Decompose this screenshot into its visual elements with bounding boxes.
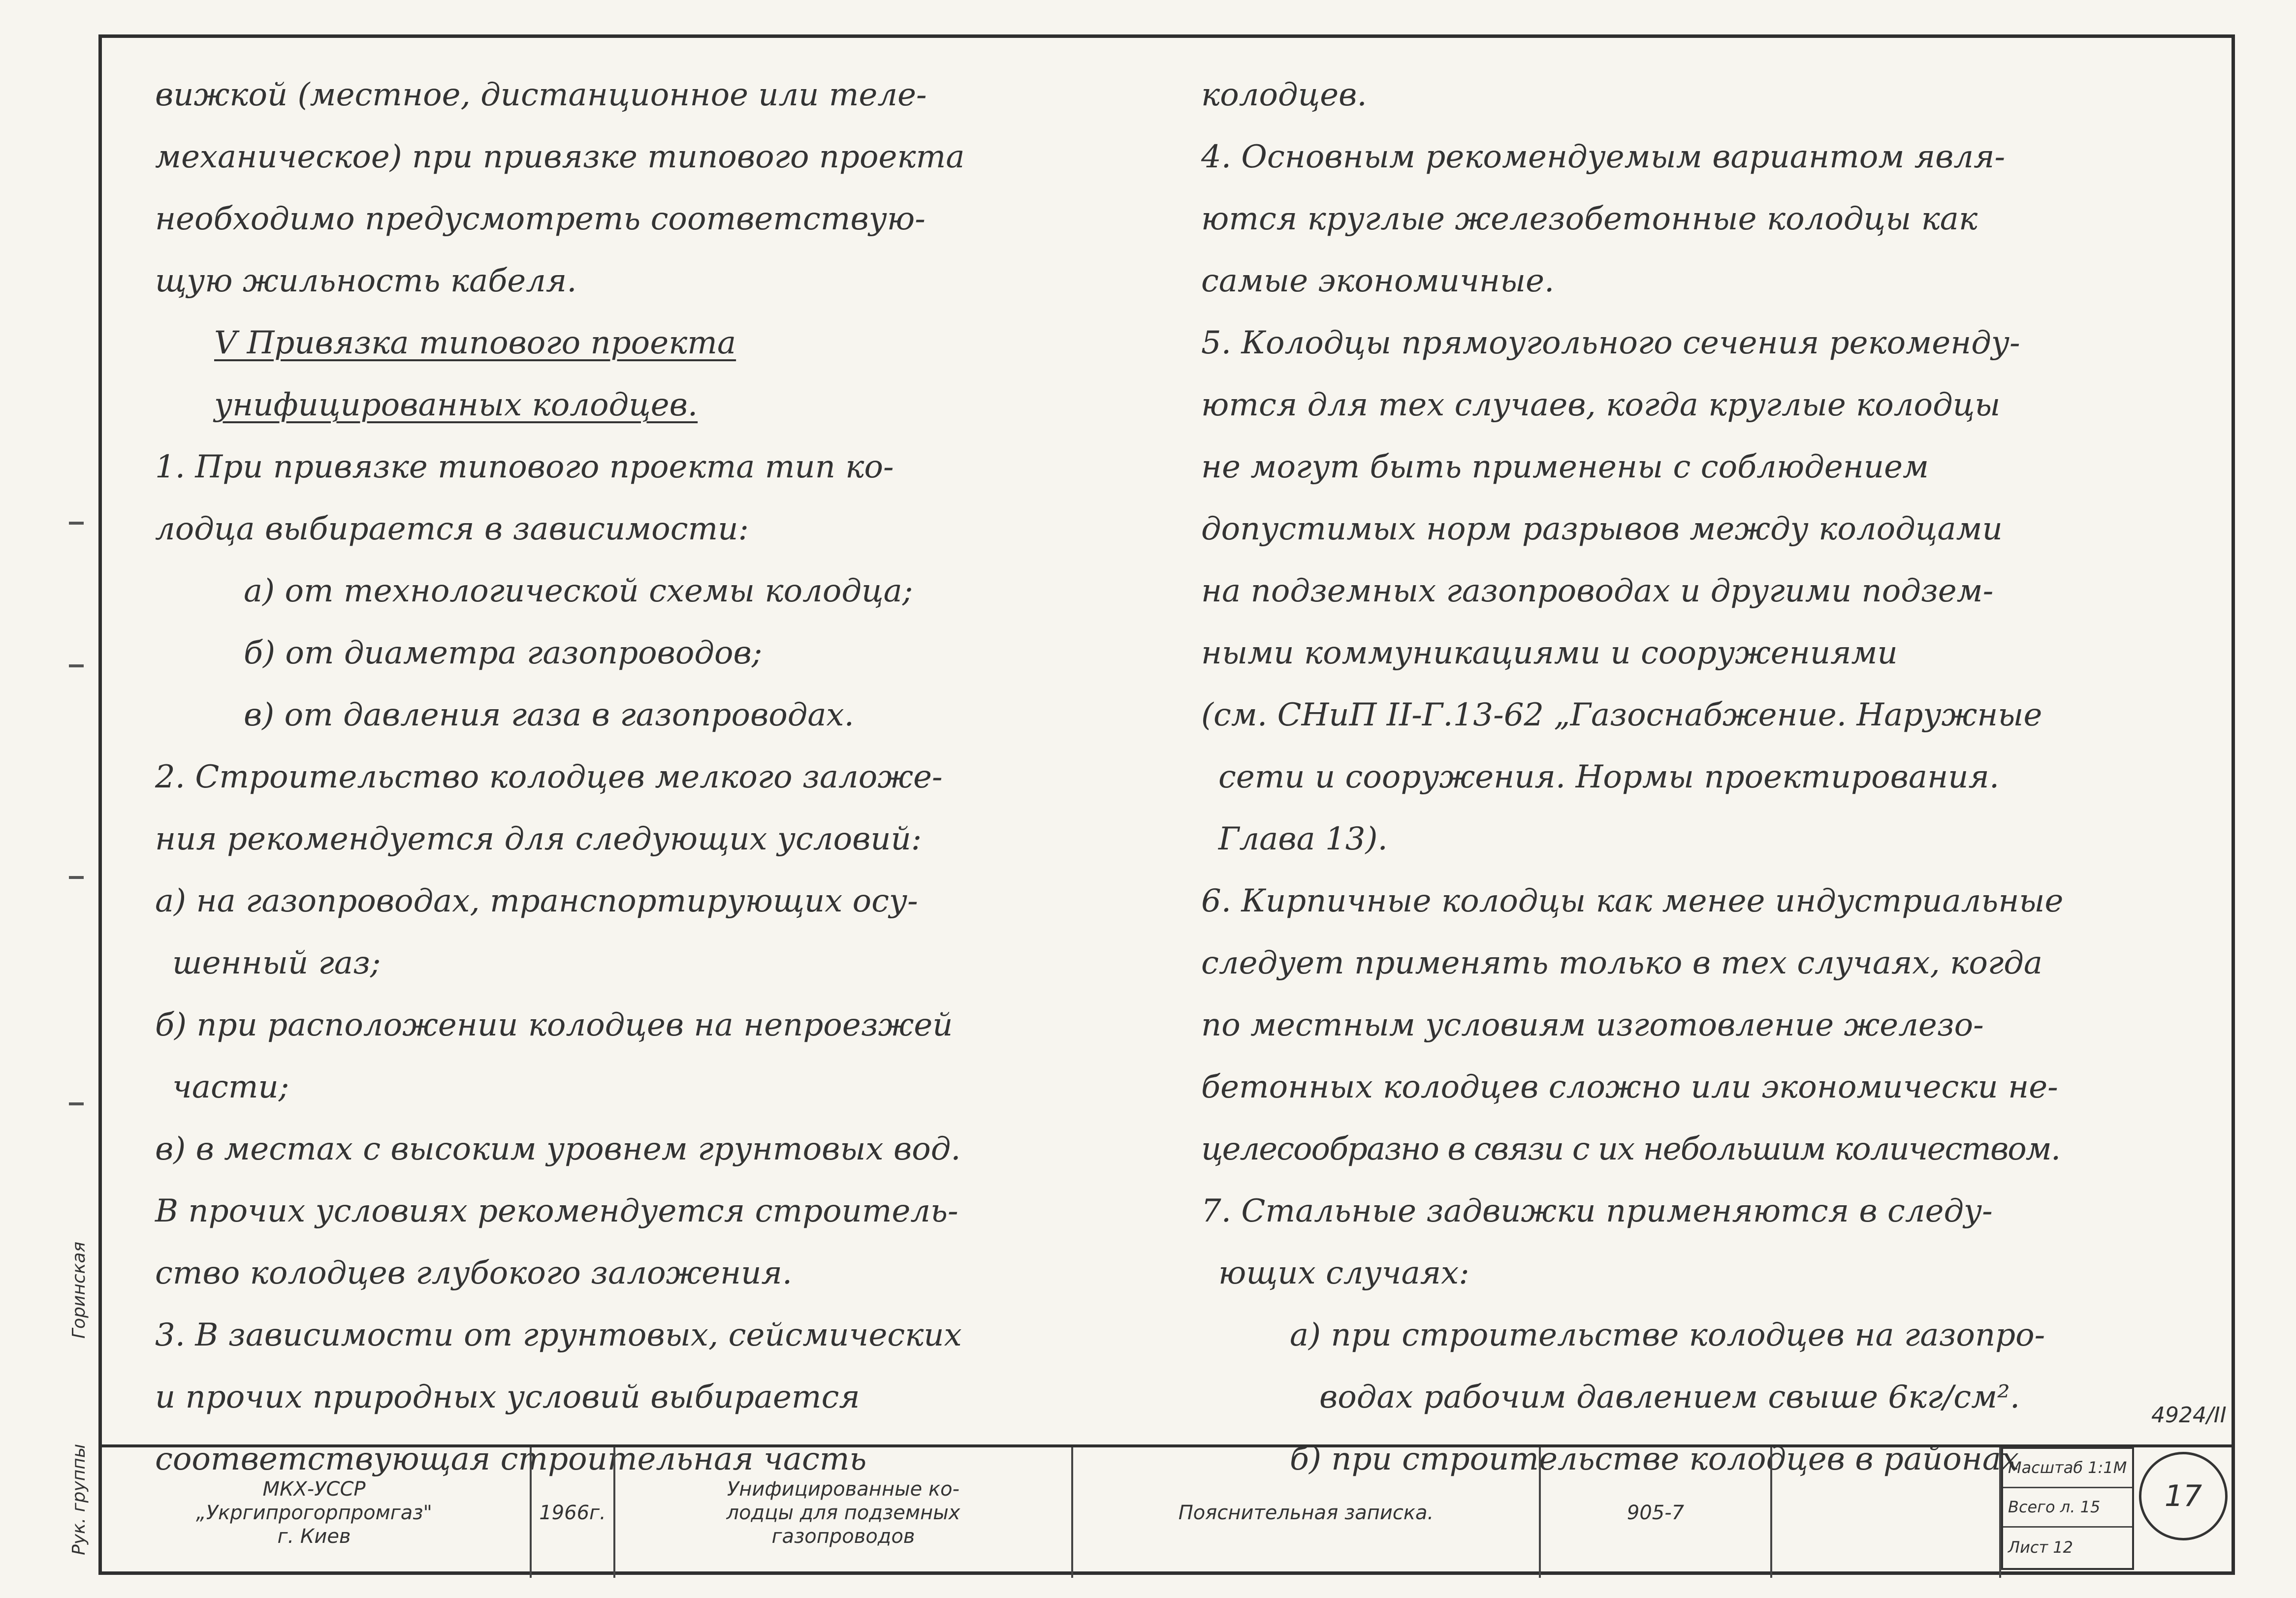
- text-line: 2. Строительство колодцев мелкого заложе-: [155, 759, 943, 795]
- text-line: следует применять только в тех случаях, когда: [1201, 945, 2042, 981]
- text-line: и прочих природных условий выбирается: [155, 1379, 860, 1415]
- text-line: вижкой (местное, дистанционное или теле-: [155, 77, 927, 113]
- side-stamp-name: Горинская: [69, 1241, 89, 1339]
- text-line: ющих случаях:: [1218, 1255, 1469, 1291]
- list-item: б) от диаметра газопроводов;: [244, 635, 763, 671]
- document-name: Пояснительная записка.: [1178, 1501, 1434, 1524]
- text-line: В прочих условиях рекомендуется строитель-: [155, 1193, 958, 1229]
- project-title-line: газопроводов: [771, 1525, 915, 1548]
- margin-tick: [69, 664, 84, 667]
- text-line: 3. В зависимости от грунтовых, сейсмических: [155, 1317, 962, 1353]
- side-stamp: [69, 1043, 98, 1575]
- organization-cell: [98, 1447, 532, 1578]
- text-line: бетонных колодцев сложно или экономически не-: [1201, 1069, 2058, 1105]
- project-title-line: лодцы для подземных: [726, 1501, 960, 1524]
- drawing-number: 4924/II: [2151, 1403, 2227, 1428]
- side-stamp-role: Рук. группы: [69, 1443, 89, 1555]
- document-name-cell: [1073, 1447, 1541, 1578]
- text-line: 4. Основным рекомендуемым вариантом явля-: [1201, 139, 2006, 175]
- text-line: не могут быть применены с соблюдением: [1201, 449, 1929, 485]
- title-block: [98, 1444, 2235, 1578]
- scale-label: Масштаб: [2008, 1458, 2083, 1477]
- text-column-right: [1201, 64, 2215, 1490]
- text-line: колодцев.: [1201, 77, 1367, 113]
- section-heading: унифицированных колодцев.: [214, 387, 698, 423]
- text-line: 5. Колодцы прямоугольного сечения рекоменду-: [1201, 325, 2020, 361]
- text-line: Глава 13).: [1218, 821, 1388, 857]
- text-line: механическое) при привязке типового проекта: [155, 139, 965, 175]
- text-line: части;: [172, 1069, 289, 1105]
- list-item: в) в местах с высоким уровнем грунтовых вод.: [155, 1131, 961, 1167]
- text-line: щую жильность кабеля.: [155, 263, 577, 299]
- text-line: ния рекомендуется для следующих условий:: [155, 821, 922, 857]
- text-line: 7. Стальные задвижки применяются в следу-: [1201, 1193, 1993, 1229]
- text-line: ными коммуникациями и сооружениями: [1201, 635, 1898, 671]
- text-line: лодца выбирается в зависимости:: [155, 511, 749, 547]
- margin-tick: [69, 876, 84, 879]
- list-item: б) при расположении колодцев на непроезжей: [155, 1007, 953, 1043]
- text-line: целесообразно в связи с их небольшим количеством.: [1201, 1131, 2060, 1167]
- margin-tick: [69, 522, 84, 525]
- text-line: водах рабочим давлением свыше 6кг/см².: [1319, 1379, 2020, 1415]
- scale-value: 1:1М: [2088, 1458, 2127, 1477]
- text-line: сети и сооружения. Нормы проектирования.: [1218, 759, 2000, 795]
- total-sheets-field: Всего л. 15: [2003, 1488, 2132, 1528]
- text-line: 1. При привязке типового проекта тип ко-: [155, 449, 894, 485]
- text-line: 6. Кирпичные колодцы как менее индустриальные: [1201, 883, 2064, 919]
- series-cell: [1541, 1447, 1772, 1578]
- text-line: ются круглые железобетонные колодцы как: [1201, 201, 1978, 237]
- sheet-info-box: [2001, 1447, 2134, 1570]
- text-column-left: [155, 64, 1174, 1490]
- text-line: по местным условиям изготовление железо-: [1201, 1007, 1984, 1043]
- sheet-number-field: Лист 12: [2008, 1537, 2073, 1557]
- scale-field: [2003, 1449, 2132, 1488]
- text-line: соответствующая строительная часть: [155, 1441, 867, 1477]
- list-item: в) от давления газа в газопроводах.: [244, 697, 854, 733]
- section-heading: V Привязка типового проекта: [214, 325, 736, 361]
- text-line: (см. СНиП II-Г.13-62 „Газоснабжение. Наружные: [1201, 697, 2042, 733]
- project-title-cell: [615, 1447, 1073, 1578]
- page-number-circle: [2139, 1452, 2228, 1540]
- blank-cell: [1772, 1447, 2001, 1578]
- text-line: ство колодцев глубокого заложения.: [155, 1255, 793, 1291]
- series-number: 905-7: [1626, 1501, 1685, 1524]
- text-line: необходимо предусмотреть соответствую-: [155, 201, 925, 237]
- org-name-line: МКХ-УССР: [262, 1477, 366, 1501]
- text-line: на подземных газопроводах и другими подзем-: [1201, 573, 1994, 609]
- org-name-line: „Укргипрогорпромгаз": [196, 1501, 432, 1524]
- text-line: самые экономичные.: [1201, 263, 1555, 299]
- list-item: а) от технологической схемы колодца;: [244, 573, 913, 609]
- year: 1966г.: [539, 1501, 606, 1524]
- year-cell: [532, 1447, 615, 1578]
- page-number: 17: [2164, 1479, 2202, 1513]
- project-title-line: Унифицированные ко-: [727, 1477, 960, 1501]
- text-line: ются для тех случаев, когда круглые колодцы: [1201, 387, 2001, 423]
- list-item: а) на газопроводах, транспортирующих осу-: [155, 883, 918, 919]
- list-item: б) при строительстве колодцев в районах: [1290, 1441, 2019, 1477]
- org-city: г. Киев: [277, 1525, 351, 1548]
- text-line: допустимых норм разрывов между колодцами: [1201, 511, 2003, 547]
- text-line: шенный газ;: [172, 945, 381, 981]
- list-item: а) при строительстве колодцев на газопро-: [1290, 1317, 2045, 1353]
